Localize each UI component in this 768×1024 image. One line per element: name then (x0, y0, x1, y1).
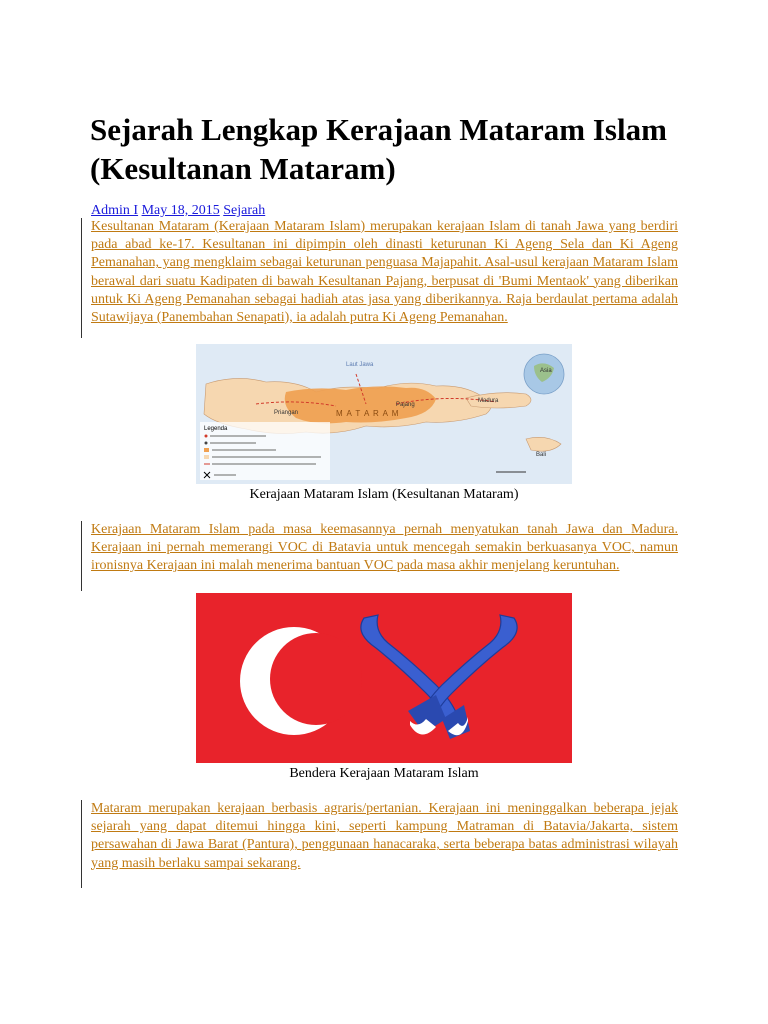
margin-bar (81, 800, 82, 888)
date-link[interactable]: May 18, 2015 (141, 203, 220, 218)
paragraph-intro-text: Kesultanan Mataram (Kerajaan Mataram Islam) merupakan kerajaan Islam di tanah Jawa yang berdiri pada abad ke-17. Kesultanan ini dipimpin oleh dinasti keturunan Ki Ageng Sela dan Ki Ageng Pemanahan, yang mengklaim sebagai keturunan penguasa Majapahit. Asal-usul kerajaan Mataram Islam berawal dari suatu Kadipaten di bawah Kesultanan Pajang, berpusat di 'Bumi Mentaok' yang diberikan untuk Ki Ageng Pemanahan sebagai hadiah atas jasa yang diberikannya. Raja berdaulat pertama adalah Sutawijaya (Panembahan Senapati), ia adalah putra Ki Ageng Pemanahan. (91, 219, 678, 326)
author-link[interactable]: Admin I (91, 203, 139, 218)
map-center-label: M A T A R A M (336, 409, 400, 418)
flag-caption: Bendera Kerajaan Mataram Islam (289, 766, 479, 781)
mataram-flag (196, 593, 572, 763)
margin-bar (81, 521, 82, 591)
map-label-priangan: Priangan (274, 410, 299, 416)
map-label-asia: Asia (540, 368, 552, 374)
map-label-madura: Madura (478, 398, 499, 404)
map-label-bali: Bali (536, 452, 547, 458)
map-legend-title: Legenda (204, 426, 228, 432)
map-label-sea: Laut Jawa (346, 362, 374, 368)
page-title: Sejarah Lengkap Kerajaan Mataram Islam (Kesultanan Mataram) (90, 112, 667, 186)
paragraph-intro (91, 218, 678, 327)
paragraph-golden-age (91, 521, 678, 576)
category-link[interactable]: Sejarah (223, 203, 266, 218)
paragraph-legacy-text: Mataram merupakan kerajaan berbasis agraris/pertanian. Kerajaan ini meninggalkan beberapa jejak sejarah yang dapat ditemui hingga kini, seperti kampung Matraman di Batavia/Jakarta, sistem persawahan di Jawa Barat (Pantura), penggunaan hanacaraka, serta beberapa batas administrasi wilayah yang masih berlaku sampai sekarang. (91, 801, 678, 871)
paragraph-golden-age-text: Kerajaan Mataram Islam pada masa keemasannya pernah menyatukan tanah Jawa dan Madura. Kerajaan ini pernah memerangi VOC di Batavia untuk mencegah semakin berkuasanya VOC, namun ironisnya Kerajaan ini malah menerima bantuan VOC pada masa akhir menjelang keruntuhan. (91, 522, 678, 574)
mataram-map (196, 344, 572, 484)
paragraph-legacy (91, 800, 678, 873)
margin-bar (81, 218, 82, 338)
map-label-pajang: Pajang (396, 402, 415, 408)
map-caption: Kerajaan Mataram Islam (Kesultanan Mataram) (249, 487, 519, 502)
